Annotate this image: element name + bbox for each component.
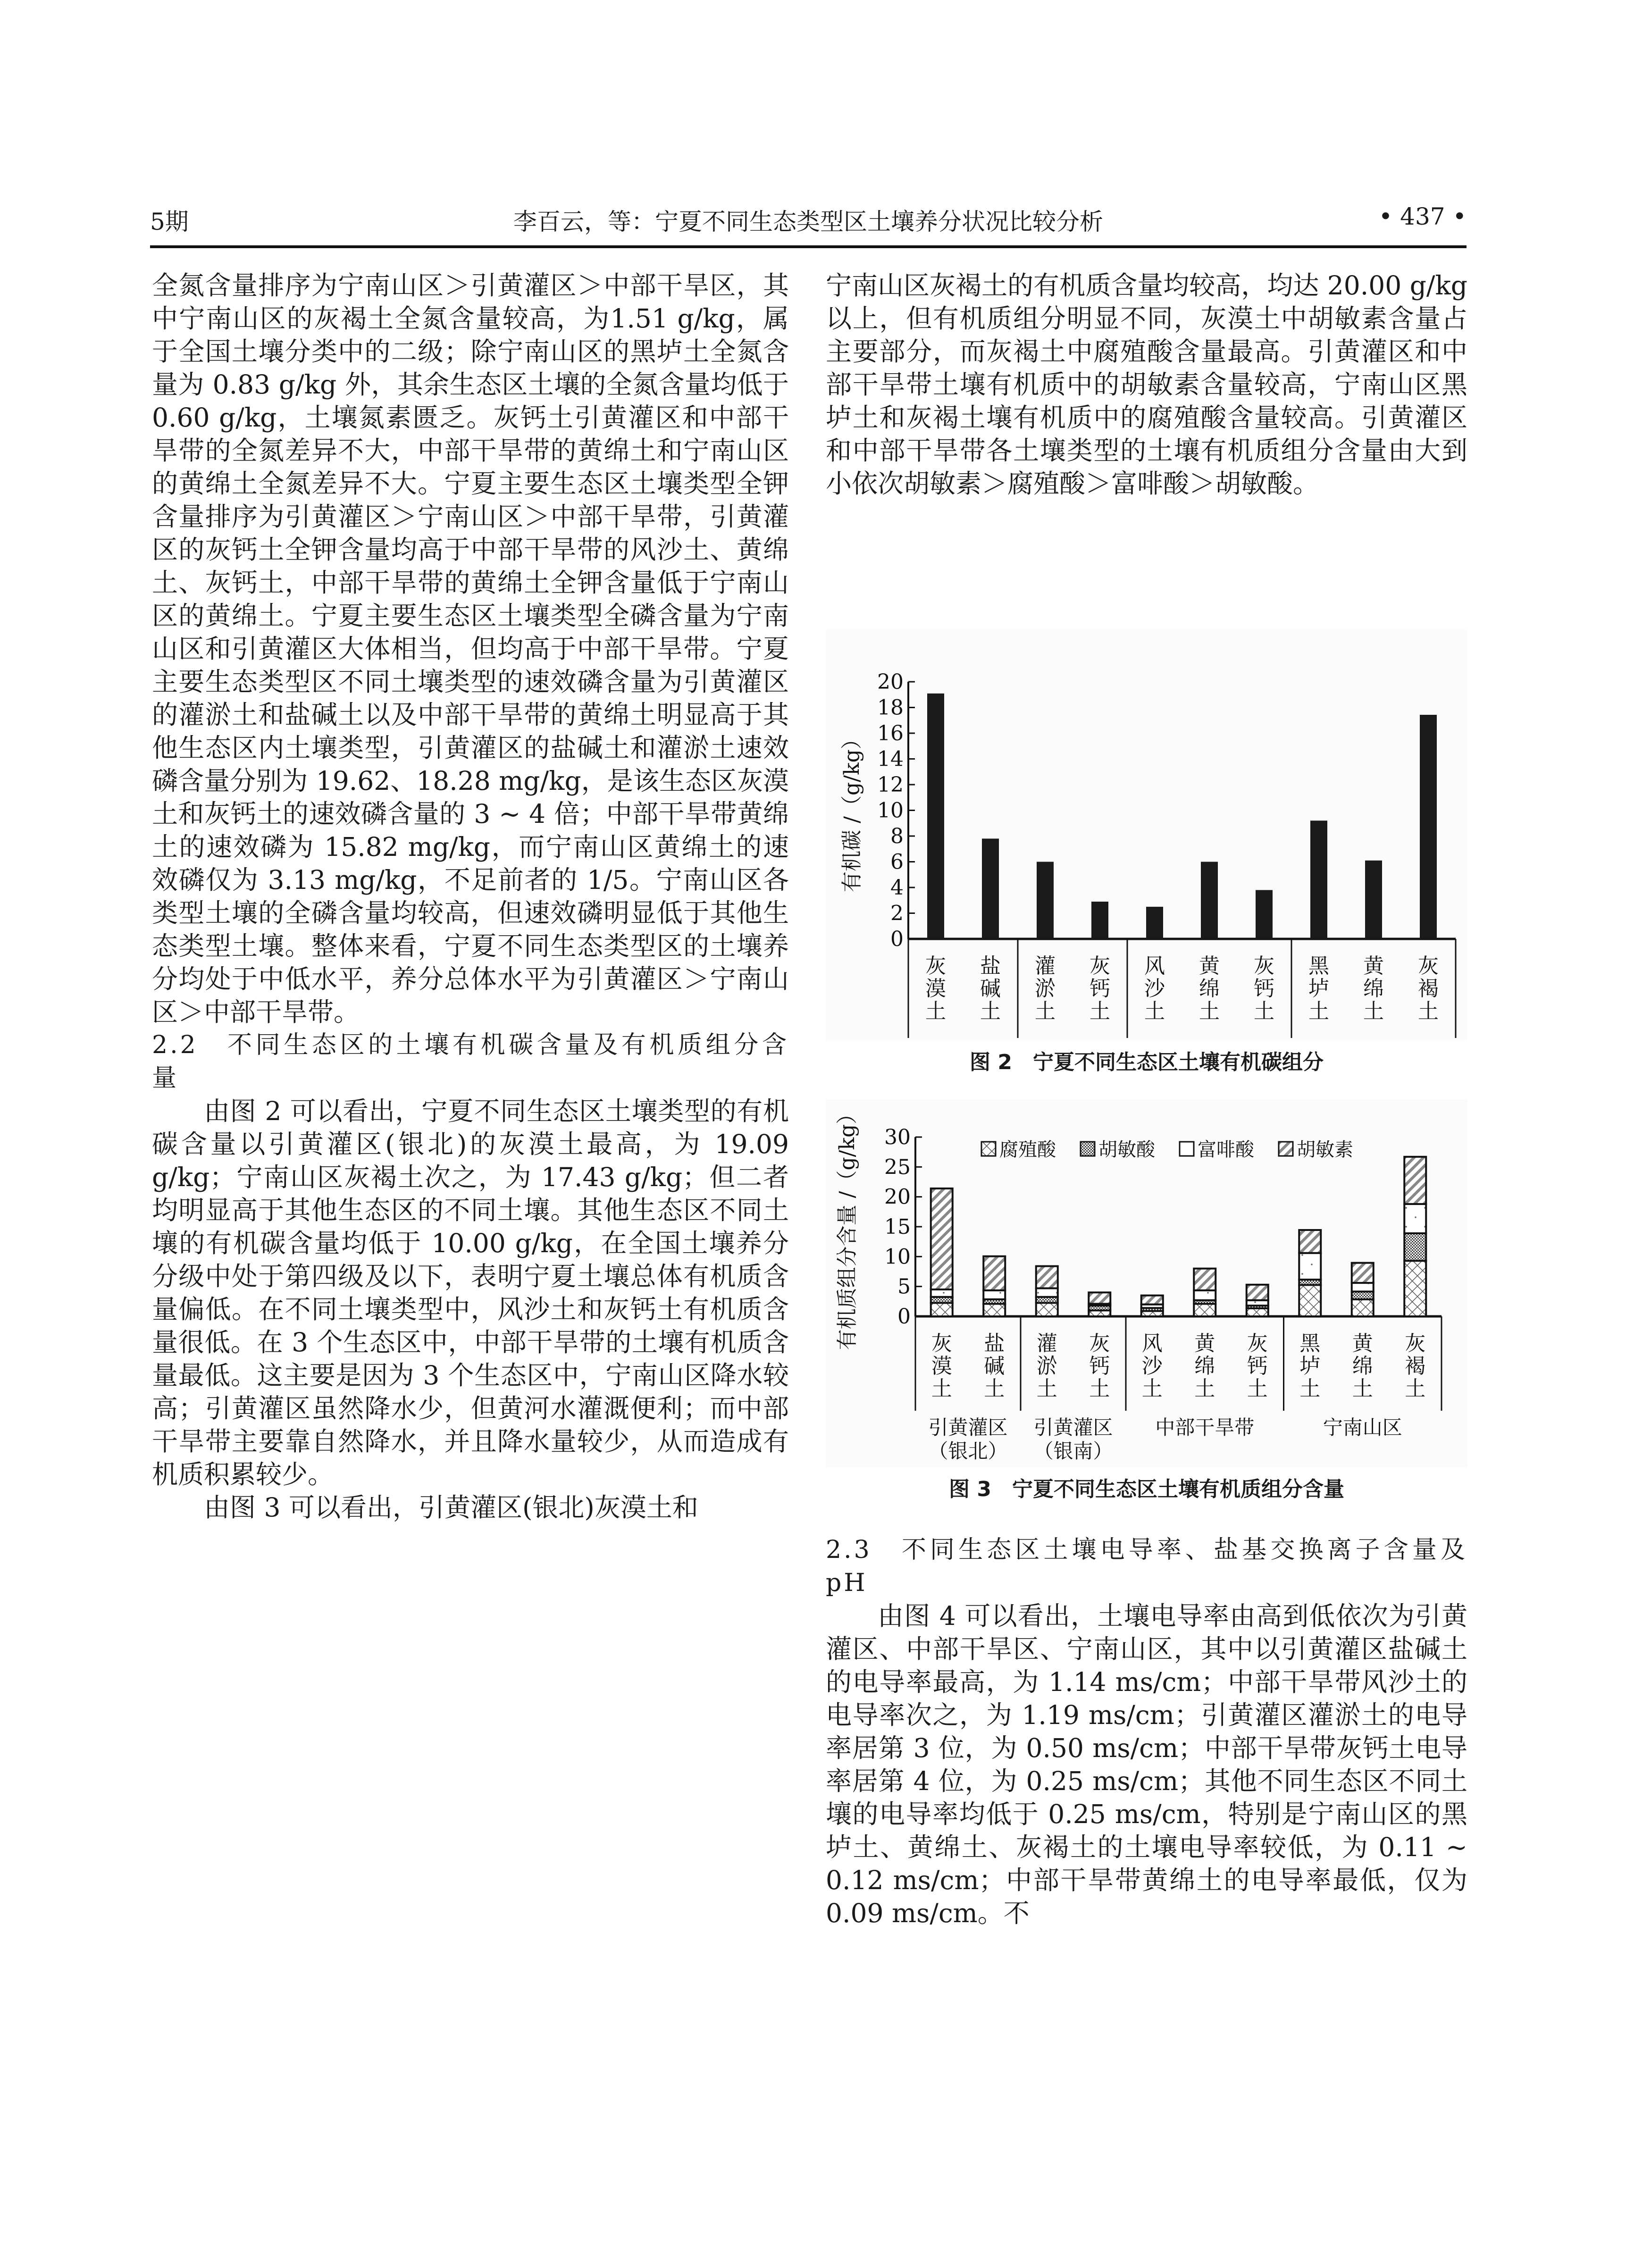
bar-segment-腐殖酸: [1352, 1299, 1374, 1316]
bar-segment-富啡酸: [1194, 1290, 1215, 1300]
bar: [1201, 862, 1218, 939]
group-label: 引黄灌区: [928, 1416, 1008, 1439]
bar-segment-胡敏素: [931, 1188, 953, 1289]
category-label-char: 土: [1144, 999, 1165, 1023]
category-label-char: 淤: [1036, 1354, 1057, 1378]
bar: [927, 694, 944, 939]
y-tick-label: 10: [884, 1245, 911, 1269]
category-label-char: 黄: [1352, 1331, 1373, 1356]
category-label-char: 绵: [1363, 977, 1384, 1001]
y-tick-label: 6: [890, 850, 904, 874]
category-label-char: 土: [931, 1377, 952, 1401]
legend-label: 腐殖酸: [999, 1139, 1056, 1161]
category-label-char: 漠: [925, 977, 946, 1001]
category-label-char: 黄: [1194, 1331, 1215, 1356]
bar-segment-胡敏素: [1141, 1296, 1163, 1305]
y-tick-label: 2: [890, 901, 904, 926]
group-label: 引黄灌区: [1033, 1416, 1113, 1439]
figure-3-caption: 图 3 宁夏不同生态区土壤有机质组分含量: [949, 1477, 1344, 1501]
bar-segment-富啡酸: [1352, 1283, 1374, 1291]
category-label-char: 灰: [1247, 1331, 1268, 1356]
category-label-char: 土: [1035, 999, 1056, 1023]
bar-segment-胡敏素: [1299, 1230, 1321, 1253]
y-tick-label: 30: [884, 1125, 911, 1149]
y-tick-label: 20: [877, 670, 904, 694]
category-label-char: 褐: [1405, 1354, 1426, 1378]
bar-segment-胡敏素: [1194, 1269, 1215, 1290]
category-label-char: 灰: [1089, 1331, 1110, 1356]
category-label-char: 沙: [1144, 977, 1165, 1001]
category-label-char: 绵: [1199, 977, 1220, 1001]
category-label-char: 土: [1363, 999, 1384, 1023]
legend-swatch-腐殖酸: [981, 1142, 996, 1156]
category-label-char: 灰: [1405, 1331, 1426, 1356]
category-label-char: 绵: [1352, 1354, 1373, 1378]
bar: [1310, 820, 1327, 939]
category-label-char: 碱: [980, 977, 1001, 1001]
y-tick-label: 25: [884, 1155, 911, 1180]
category-label-char: 土: [925, 999, 946, 1023]
bar-segment-腐殖酸: [1194, 1304, 1215, 1316]
running-header: [150, 203, 1467, 241]
bar-segment-胡敏素: [1089, 1292, 1110, 1304]
category-label-char: 绵: [1194, 1354, 1215, 1378]
category-label-char: 土: [1141, 1377, 1163, 1401]
y-tick-label: 16: [877, 721, 904, 745]
category-label-char: 黄: [1363, 954, 1384, 978]
category-label-char: 灰: [1418, 954, 1439, 978]
category-label-char: 土: [1090, 999, 1110, 1023]
category-label-char: 土: [984, 1377, 1005, 1401]
bar: [1365, 861, 1382, 939]
figure-3-chart: [826, 1099, 1467, 1467]
bar-segment-富啡酸: [1404, 1204, 1426, 1233]
category-label-char: 土: [980, 999, 1001, 1023]
legend-label: 富啡酸: [1198, 1139, 1254, 1161]
legend-label: 胡敏素: [1297, 1139, 1353, 1161]
group-label: 宁南山区: [1323, 1416, 1402, 1439]
figure-2-chart: [826, 630, 1467, 1040]
running-title: 李百云，等：宁夏不同生态类型区土壤养分状况比较分析: [513, 208, 1103, 235]
y-tick-label: 5: [897, 1274, 911, 1299]
bar-segment-富啡酸: [1036, 1288, 1058, 1297]
category-label-char: 土: [1299, 1377, 1321, 1401]
bar: [1146, 907, 1163, 939]
category-label-char: 钙: [1254, 977, 1274, 1001]
category-label-char: 盐: [980, 954, 1001, 978]
bar: [1091, 902, 1108, 939]
page-number: • 437 •: [1378, 203, 1467, 230]
category-label-char: 褐: [1418, 977, 1439, 1001]
category-label-char: 钙: [1089, 1354, 1110, 1378]
bar: [1037, 862, 1054, 939]
y-tick-label: 0: [897, 1305, 911, 1329]
bar-segment-胡敏酸: [1404, 1233, 1426, 1261]
paragraph-fig2-discussion: 由图 2 可以看出，宁夏不同生态区土壤类型的有机碳含量以引黄灌区(银北)的灰漠土最高，为 19.09 g/kg；宁南山区灰褐土次之，为 17.43 g/kg；但二者均明显高于其他生态区的不同土壤。其他生态区不同土壤的有机碳含量均低于 10.00 g/kg，在全国土壤养分分级中处于第四级及以下，表明宁夏土壤总体有机质含量偏低。在不同土壤类型中，风沙土和灰钙土有机质含量很低。在 3 个生态区中，中部干旱带的土壤有机质含量最低。这主要是因为 3 个生态区中，宁南山区降水较高；引黄灌区虽然降水少，但黄河水灌溉便利；而中部干旱带主要靠自然降水，并且降水量较少，从而造成有机质积累较少。: [152, 1096, 789, 1490]
figure-3: [826, 1099, 1467, 1502]
category-label-char: 土: [1352, 1377, 1373, 1401]
bar: [1256, 890, 1273, 939]
paragraph-conductivity: 由图 4 可以看出，土壤电导率由高到低依次为引黄灌区、中部干旱区、宁南山区，其中以引黄灌区盐碱土的电导率最高，为 1.14 ms/cm；中部干旱带风沙土的电导率次之，为 1.19 ms/cm；引黄灌区灌淤土的电导率居第 3 位，为 0.50 ms/cm；中部干旱带灰钙土电导率居第 4 位，为 0.25 ms/cm；其他不同生态区不同土壤的电导率均低于 0.25 ms/cm，特别是宁南山区的黑垆土、黄绵土、灰褐土的土壤电导率较低，为 0.11 ~ 0.12 ms/cm；中部干旱带黄绵土的电导率最低，仅为 0.09 ms/cm。不: [826, 1601, 1467, 1928]
y-tick-label: 8: [890, 824, 904, 848]
category-label-char: 黑: [1308, 954, 1329, 978]
category-label-char: 灌: [1035, 954, 1056, 978]
paragraph-nutrients: 全氮含量排序为宁南山区＞引黄灌区＞中部干旱区，其中宁南山区的灰褐土全氮含量较高，为1.51 g/kg，属于全国土壤分类中的二级；除宁南山区的黑垆土全氮含量为 0.83 g/kg 外，其余生态区土壤的全氮含量均低于 0.60 g/kg，土壤氮素匮乏。灰钙土引黄灌区和中部干旱带的全氮差异不大，中部干旱带的黄绵土和宁南山区的黄绵土全氮差异不大。宁夏主要生态区土壤类型全钾含量排序为引黄灌区＞宁南山区＞中部干旱带，引黄灌区的灰钙土全钾含量均高于中部干旱带的风沙土、黄绵土、灰钙土，中部干旱带的黄绵土全钾含量低于宁南山区的黄绵土。宁夏主要生态区土壤类型全磷含量为宁南山区和引黄灌区大体相当，但均高于中部干旱带。宁夏主要生态类型区不同土壤类型的速效磷含量为引黄灌区的灌淤土和盐碱土以及中部干旱带的黄绵土明显高于其他生态区内土壤类型，引黄灌区的盐碱土和灌淤土速效磷含量分别为 19.62、18.28 mg/kg，是该生态区灰漠土和灰钙土的速效磷含量的 3 ~ 4 倍；中部干旱带黄绵土的速效磷为 15.82 mg/kg，而宁南山区黄绵土的速效磷仅为 3.13 mg/kg，不足前者的 1/5。宁南山区各类型土壤的全磷含量均较高，但速效磷明显低于其他生态类型土壤。整体来看，宁夏不同生态类型区的土壤养分均处于中低水平，养分总体水平为引黄灌区＞宁南山区＞中部干旱带。: [152, 270, 789, 1027]
right-column-bottom: [826, 1533, 1467, 1930]
category-label-char: 碱: [984, 1354, 1005, 1378]
bar-segment-胡敏素: [1247, 1285, 1268, 1300]
section-heading-2-3: 2.3 不同生态区土壤电导率、盐基交换离子含量及 pH: [826, 1536, 1467, 1597]
bar-segment-胡敏素: [1404, 1157, 1426, 1204]
y-tick-label: 20: [884, 1185, 911, 1209]
figure-2-caption: 图 2 宁夏不同生态区土壤有机碳组分: [970, 1050, 1324, 1074]
bar-segment-胡敏素: [1036, 1266, 1058, 1289]
bar-segment-富啡酸: [931, 1289, 953, 1297]
bar-segment-腐殖酸: [1247, 1308, 1268, 1316]
category-label-char: 灰: [925, 954, 946, 978]
category-label-char: 灰: [1090, 954, 1110, 978]
category-label-char: 土: [1199, 999, 1220, 1023]
section-heading-2-2: 2.2 不同生态区的土壤有机碳含量及有机质组分含量: [152, 1031, 789, 1092]
bar-segment-富啡酸: [1299, 1253, 1321, 1280]
right-column-top: [826, 269, 1467, 500]
bar-segment-腐殖酸: [983, 1304, 1005, 1316]
category-label-char: 土: [1405, 1377, 1426, 1401]
bar-segment-腐殖酸: [1036, 1303, 1058, 1317]
bar-segment-胡敏酸: [1352, 1291, 1374, 1299]
category-label-char: 灌: [1036, 1331, 1057, 1356]
legend-label: 胡敏酸: [1098, 1139, 1155, 1161]
category-label-char: 风: [1141, 1331, 1163, 1356]
bar-segment-胡敏素: [983, 1256, 1005, 1290]
group-sublabel: （银北）: [928, 1439, 1008, 1463]
group-label: 中部干旱带: [1155, 1416, 1255, 1439]
category-label-char: 钙: [1247, 1354, 1268, 1378]
group-sublabel: （银南）: [1033, 1439, 1113, 1463]
bar-segment-腐殖酸: [1404, 1261, 1426, 1316]
legend-swatch-胡敏素: [1279, 1142, 1293, 1156]
y-tick-label: 18: [877, 695, 904, 720]
category-label-char: 钙: [1090, 977, 1110, 1001]
left-column: [152, 269, 789, 1524]
y-tick-label: 12: [877, 773, 904, 797]
category-label-char: 黄: [1199, 954, 1220, 978]
paragraph-fig3-intro: 由图 3 可以看出，引黄灌区(银北)灰漠土和: [204, 1492, 698, 1523]
y-axis-label: 有机碳 /（g/kg）: [840, 728, 864, 892]
y-tick-label: 14: [877, 747, 904, 771]
category-label-char: 土: [1308, 999, 1329, 1023]
category-label-char: 垆: [1299, 1354, 1321, 1378]
y-axis-label: 有机质组分含量 /（g/kg）: [835, 1103, 859, 1350]
category-label-char: 土: [1247, 1377, 1268, 1401]
paragraph-organic-matter: 宁南山区灰褐土的有机质含量均较高，均达 20.00 g/kg 以上，但有机质组分明显不同，灰漠土中胡敏素含量占主要部分，而灰褐土中腐殖酸含量最高。引黄灌区和中部干旱带土壤有机质中的胡敏素含量较高，宁南山区黑垆土和灰褐土壤有机质中的腐殖酸含量较高。引黄灌区和中部干旱带各土壤类型的土壤有机质组分含量由大到小依次胡敏素＞腐殖酸＞富啡酸＞胡敏酸。: [826, 270, 1467, 499]
issue-number: 5期: [150, 208, 189, 235]
category-label-char: 漠: [931, 1354, 952, 1378]
y-tick-label: 0: [890, 927, 904, 951]
category-label-char: 灰: [931, 1331, 952, 1356]
bar: [982, 838, 999, 939]
category-label-char: 垆: [1308, 977, 1329, 1001]
category-label-char: 淤: [1035, 977, 1056, 1001]
y-tick-label: 10: [877, 798, 904, 823]
category-label-char: 土: [1254, 999, 1274, 1023]
figure-2: [826, 630, 1467, 1075]
category-label-char: 土: [1036, 1377, 1057, 1401]
category-label-char: 黑: [1299, 1331, 1321, 1356]
y-tick-label: 4: [890, 876, 904, 900]
legend-swatch-胡敏酸: [1081, 1142, 1095, 1156]
y-tick-label: 15: [884, 1215, 911, 1239]
bar-segment-胡敏素: [1352, 1263, 1374, 1283]
category-label-char: 土: [1194, 1377, 1215, 1401]
header-rule: [150, 245, 1467, 248]
category-label-char: 土: [1089, 1377, 1110, 1401]
legend-swatch-富啡酸: [1180, 1142, 1194, 1156]
bar-segment-腐殖酸: [1299, 1285, 1321, 1317]
bar: [1420, 715, 1437, 939]
category-label-char: 土: [1418, 999, 1439, 1023]
category-label-char: 沙: [1141, 1354, 1163, 1378]
bar-segment-富啡酸: [983, 1290, 1005, 1299]
category-label-char: 风: [1144, 954, 1165, 978]
category-label-char: 灰: [1254, 954, 1274, 978]
category-label-char: 盐: [984, 1331, 1005, 1356]
bar-segment-腐殖酸: [931, 1303, 953, 1317]
